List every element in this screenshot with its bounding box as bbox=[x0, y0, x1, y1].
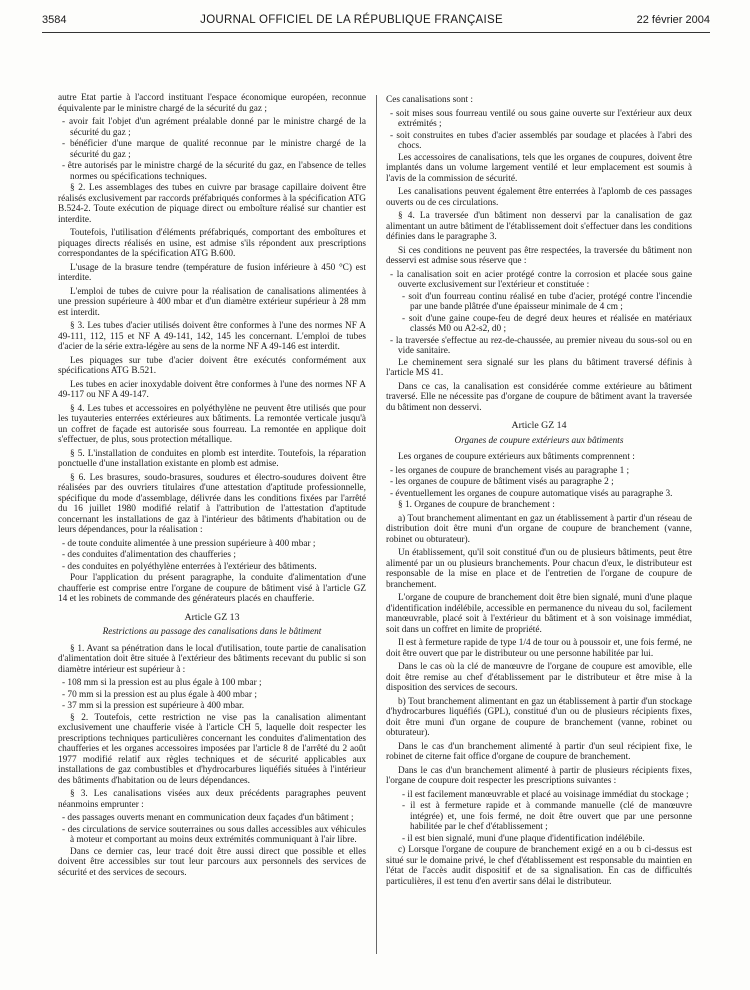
list-item: - avoir fait l'objet d'un agrément préalable donné par le ministre chargé de la sécurité du gaz ; bbox=[62, 117, 366, 138]
paragraph: Pour l'application du présent paragraphe, la conduite d'alimentation d'une chaufferie est comprise entre l'organe de coupure de bâtiment visé à l'article GZ 14 et les robinets de commande des générateurs placés en chaufferie. bbox=[58, 573, 366, 604]
sub-list-item: - il est facilement manœuvrable et placé au voisinage immédiat du stockage ; bbox=[402, 789, 689, 800]
paragraph: Toutefois, l'utilisation d'éléments préfabriqués, comportant des emboîtures et piquages directs réalisés en usine, est admise s'ils répondent aux prescriptions correspondantes de la spécification ATG B.600. bbox=[58, 228, 366, 259]
list-item: - 37 mm si la pression est supérieure à 400 mbar. bbox=[62, 701, 245, 711]
paragraph: Si ces conditions ne peuvent pas être respectées, la traversée du bâtiment non desservi est admise sous réserve que : bbox=[386, 245, 692, 266]
paragraph: L'emploi de tubes de cuivre pour la réalisation de canalisations alimentées à une pression supérieure à 400 mbar et d'un diamètre extérieur supérieur à 28 mm est interdit. bbox=[58, 286, 366, 318]
paragraph: § 1. Avant sa pénétration dans le local d'utilisation, toute partie de canalisation d'alimentation doit être située à l'extérieur des bâtiments recevant du public si son diamètre intérieur est supérieur à : bbox=[58, 643, 366, 675]
sub-list-item: - soit d'un fourreau continu réalisé en tube d'acier, protégé contre l'incendie par une bande plâtrée d'une épaisseur minimale de 4 cm ; bbox=[402, 291, 692, 312]
article-subtitle: Organes de coupure extérieurs aux bâtiments bbox=[454, 435, 624, 446]
issue-date: 22 février 2004 bbox=[636, 14, 710, 26]
paragraph: L'usage de la brasure tendre (température de fusion inférieure à 450 °C) est interdite. bbox=[58, 262, 366, 283]
header-rule bbox=[42, 32, 710, 33]
paragraph: a) Tout branchement alimentant en gaz un établissement à partir d'un réseau de distribution doit être muni d'un organe de coupure de branchement (vanne, robinet ou obturateur). bbox=[386, 513, 692, 545]
article-heading: Article GZ 13 bbox=[184, 611, 240, 623]
paragraph: Dans le cas où la clé de manœuvre de l'organe de coupure est amovible, elle doit être remise au chef d'établissement par le distributeur et être mise à la disposition des services de secours. bbox=[386, 662, 692, 693]
list-item: - la canalisation soit en acier protégé contre la corrosion et placée sous gaine ouverte exclusivement sur l'extérieur et constituée : bbox=[390, 269, 692, 290]
paragraph: Il est à fermeture rapide de type 1/4 de tour ou à poussoir et, une fois fermé, ne doit être ouvert que par le distributeur ou une personne habilitée par lui. bbox=[386, 638, 692, 659]
paragraph: § 2. Toutefois, cette restriction ne vise pas la canalisation alimentant exclusivement une chaufferie visée à l'article CH 5, laquelle doit respecter les prescriptions techniques particulières concernant les conduites d'alimentation des chaufferies et les organes accessoires imposées par l'article 8 de l'arrêté du 2 août 1977 modifié relatif aux règles techniques et de sécurité applicables aux installations de gaz combustibles et d'hydrocarbures liquéfiés situées à l'intérieur des bâtiments d'habitation ou de leurs dépendances. bbox=[58, 712, 366, 786]
list-item: - 108 mm si la pression est au plus égale à 100 mbar ; bbox=[62, 678, 262, 688]
paragraph: § 6. Les brasures, soudo-brasures, soudures et électro-soudures doivent être réalisées par des ouvriers titulaires d'une attestation d'aptitude professionnelle, spécifique du mode d'assemblage, délivrée dans les conditions fixées par l'arrêté du 16 juillet 1980 modifié relatif à l'attribution de l'attestation d'aptitude concernant les installations de gaz à l'intérieur des bâtiments d'habitation ou de leurs dépendances, pour la réalisation : bbox=[58, 472, 366, 535]
paragraph: § 3. Les canalisations visées aux deux précédents paragraphes peuvent néanmoins emprunter : bbox=[58, 789, 366, 810]
paragraph: Dans ce dernier cas, leur tracé doit être aussi direct que possible et elles doivent être accessibles sur tout leur parcours aux personnels des services de sécurité et des services de secours. bbox=[58, 846, 366, 878]
paragraph: § 3. Les tubes d'acier utilisés doivent être conformes à l'une des normes NF A 49-111, 112, 115 et NF A 49-141, 142, 145 les concernant. L'emploi de tubes d'acier de la série extra-légère au sens de la norme NF A 49-146 est interdit. bbox=[58, 321, 366, 352]
paragraph: § 1. Organes de coupure de branchement : bbox=[398, 500, 555, 510]
sub-list-item: - il est bien signalé, muni d'une plaque d'identification indélébile. bbox=[402, 833, 645, 844]
paragraph: autre Etat partie à l'accord instituant l'espace économique européen, reconnue équivalente par le ministre chargé de la sécurité du gaz ; bbox=[58, 93, 366, 114]
paragraph: c) Lorsque l'organe de coupure de branchement exigé en a ou b ci-dessus est situé sur le domaine privé, le chef d'établissement est responsable du maintien en l'état de l'accès audit dispositif et de sa signalisation. En cas de difficultés particulières, il est tenu d'en avertir sans délai le distributeur. bbox=[386, 845, 692, 887]
list-item: - soit mises sous fourreau ventilé ou sous gaine ouverte sur l'extérieur aux deux extrémités ; bbox=[390, 108, 692, 129]
paragraph: Les tubes en acier inoxydable doivent être conformes à l'une des normes NF A 49-117 ou NF A 49-147. bbox=[58, 379, 366, 400]
list-item: - les organes de coupure de branchement visés au paragraphe 1 ; bbox=[390, 465, 630, 476]
left-column bbox=[58, 93, 366, 881]
paragraph: Les canalisations peuvent également être enterrées à l'aplomb de ces passages ouverts ou de ces circulations. bbox=[386, 187, 692, 208]
page-number: 3584 bbox=[42, 14, 67, 26]
list-item: - bénéficier d'une marque de qualité reconnue par le ministre chargé de la sécurité du gaz ; bbox=[62, 139, 366, 160]
list-item: - 70 mm si la pression est au plus égale à 400 mbar ; bbox=[62, 689, 257, 700]
article-subtitle: Restrictions au passage des canalisations dans le bâtiment bbox=[102, 627, 322, 637]
paragraph: Ces canalisations sont : bbox=[386, 95, 474, 105]
list-item: - de toute conduite alimentée à une pression supérieure à 400 mbar ; bbox=[62, 538, 316, 549]
journal-title: JOURNAL OFFICIEL DE LA RÉPUBLIQUE FRANÇAISE bbox=[200, 14, 503, 26]
paragraph: § 4. La traversée d'un bâtiment non desservi par la canalisation de gaz alimentant un autre bâtiment de l'établissement doit s'effectuer dans les conditions définies dans le paragraphe 3. bbox=[386, 211, 692, 242]
paragraph: Dans le cas d'un branchement alimenté à partir d'un seul récipient fixe, le robinet de citerne fait office d'organe de coupure de branchement. bbox=[386, 741, 692, 762]
list-item: - des circulations de service souterraines ou sous dalles accessibles aux véhicules à moteur et comportant au moins deux extrémités communiquant à l'air libre. bbox=[62, 824, 366, 845]
sub-list-item: - il est à fermeture rapide et à commande manuelle (clé de manœuvre intégrée) et, une fois fermé, ne doit être ouvert que par une personne habilitée par le chef d'établissement ; bbox=[402, 801, 692, 832]
paragraph: Dans ce cas, la canalisation est considérée comme extérieure au bâtiment traversé. Elle ne nécessite pas d'organe de coupure de bâtiment avant la traversée du bâtiment non desservi. bbox=[386, 381, 692, 413]
paragraph: L'organe de coupure de branchement doit être bien signalé, muni d'une plaque d'identification indélébile, accessible en permanence du niveau du sol, facilement manœuvrable, placé soit à l'extérieur du bâtiment et à son voisinage immédiat, soit dans un coffret en limite de propriété. bbox=[386, 593, 692, 635]
paragraph: Les piquages sur tube d'acier doivent être exécutés conformément aux spécifications ATG B.521. bbox=[58, 355, 366, 376]
paragraph: b) Tout branchement alimentant en gaz un établissement à partir d'un stockage d'hydrocarbures liquéfiés (GPL), constitué d'un ou de plusieurs récipients fixes, doit être muni d'un organe de coupure de branchement (vanne, robinet ou obturateur). bbox=[386, 696, 692, 738]
paragraph: Les organes de coupure extérieurs aux bâtiments comprennent : bbox=[398, 452, 635, 462]
paragraph: § 2. Les assemblages des tubes en cuivre par brasage capillaire doivent être réalisés exclusivement par raccords préfabriqués conformes à la spécification ATG B.524-2. Toute exécution de piquage direct ou emboîture réalisé sur chantier est interdite. bbox=[58, 183, 366, 225]
right-column bbox=[386, 95, 692, 890]
paragraph: § 4. Les tubes et accessoires en polyéthylène ne peuvent être utilisés que pour les tuyauteries enterrées extérieures aux bâtiments. La remontée verticale jusqu'à un coffret de façade est autorisée sous fourreau. La remontée en applique doit s'effectuer, de plus, sous protection métallique. bbox=[58, 403, 366, 445]
list-item: - des conduites en polyéthylène enterrées à l'extérieur des bâtiments. bbox=[62, 561, 317, 572]
paragraph: Le cheminement sera signalé sur les plans du bâtiment traversé définis à l'article MS 41. bbox=[386, 357, 692, 378]
article-heading: Article GZ 14 bbox=[511, 420, 567, 431]
paragraph: § 5. L'installation de conduites en plomb est interdite. Toutefois, la réparation ponctuelle d'une installation existante en plomb est admise. bbox=[58, 448, 366, 469]
list-item: - éventuellement les organes de coupure automatique visés au paragraphe 3. bbox=[390, 488, 673, 499]
column-divider bbox=[376, 95, 377, 954]
list-item: - être autorisés par le ministre chargé de la sécurité du gaz, en l'absence de telles normes ou spécifications techniques. bbox=[62, 161, 366, 182]
list-item: - les organes de coupure de bâtiment visés au paragraphe 2 ; bbox=[390, 477, 614, 487]
list-item: - soit construites en tubes d'acier assemblés par soudage et placées à l'abri des chocs. bbox=[390, 130, 692, 151]
paragraph: Les accessoires de canalisations, tels que les organes de coupures, doivent être implantés dans un volume largement ventilé et leur emplacement est soumis à l'avis de la commission de sécurité. bbox=[386, 152, 692, 184]
paragraph: Dans le cas d'un branchement alimenté à partir de plusieurs récipients fixes, l'organe de coupure doit respecter les prescriptions suivantes : bbox=[386, 765, 692, 786]
list-item: - des conduites d'alimentation des chaufferies ; bbox=[62, 550, 236, 560]
list-item: - la traversée s'effectue au rez-de-chaussée, au premier niveau du sous-sol ou en vide sanitaire. bbox=[390, 335, 692, 356]
paragraph: Un établissement, qu'il soit constitué d'un ou de plusieurs bâtiments, peut être alimenté par un ou plusieurs branchements. Pour chacun d'eux, le distributeur est responsable de la mise en place et de l'entretien de l'organe de coupure de branchement. bbox=[386, 548, 692, 590]
page-header bbox=[42, 14, 710, 32]
list-item: - des passages ouverts menant en communication deux façades d'un bâtiment ; bbox=[62, 813, 354, 823]
sub-list-item: - soit d'une gaine coupe-feu de degré deux heures et réalisée en matériaux classés M0 ou A2-s2, d0 ; bbox=[402, 313, 692, 334]
